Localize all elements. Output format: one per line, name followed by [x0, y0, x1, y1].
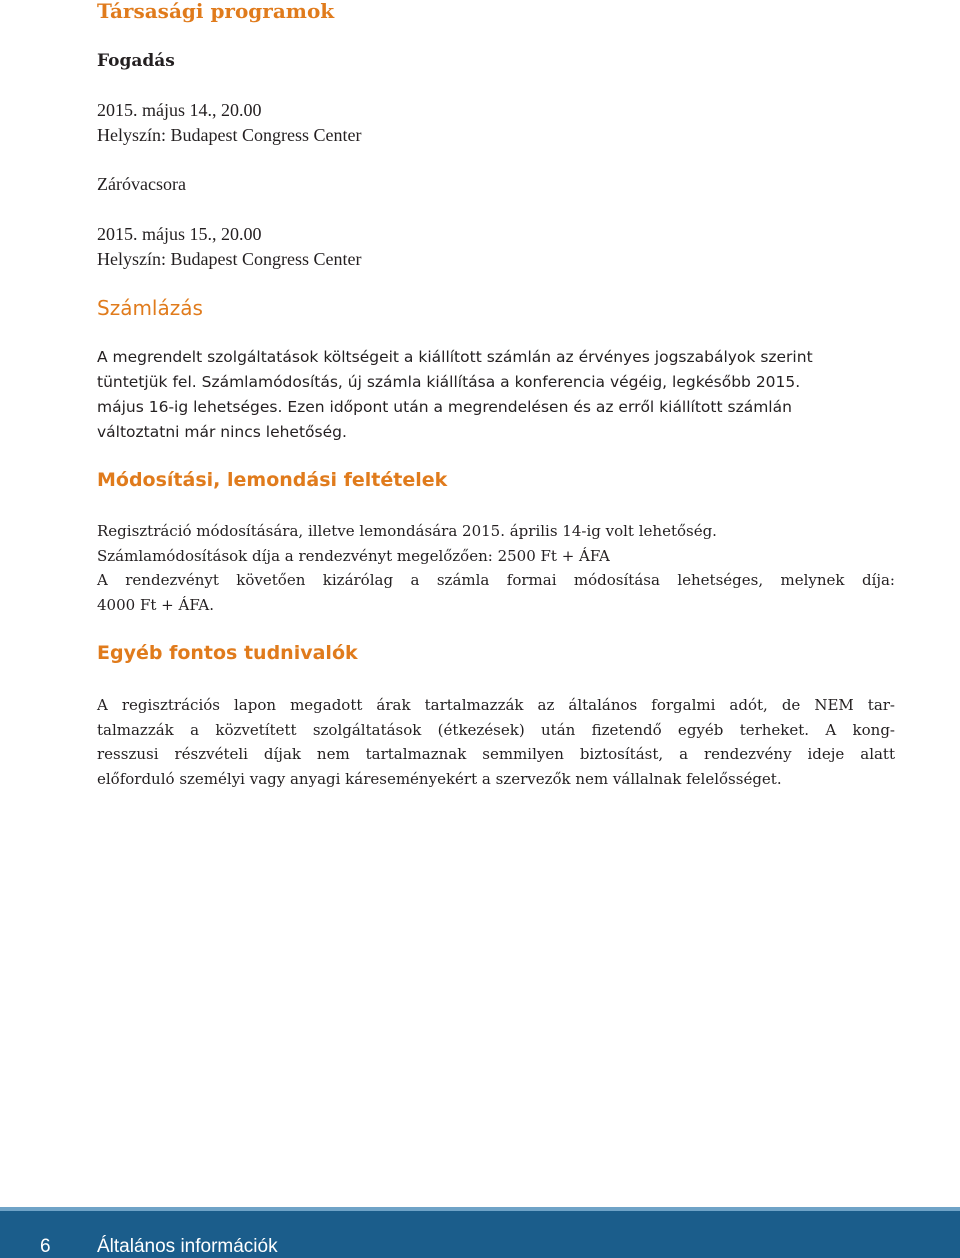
other-info-text — [97, 693, 895, 791]
page-number: 6 — [40, 1236, 51, 1257]
dinner-title: Záróvacsora — [97, 174, 186, 194]
other-info-line-4: előforduló személyi vagy anyagi káreseményekért a szervezők nem vállalnak felelősséget. — [97, 769, 782, 788]
billing-line-1: A megrendelt szolgáltatások költségeit a kiállított számlán az érvényes jogszabályok szerint — [97, 348, 813, 366]
modification-text — [97, 519, 895, 617]
modification-line-2: Számlamódosítások díja a rendezvényt megelőzően: 2500 Ft + ÁFA — [97, 546, 610, 565]
modification-line-3: A rendezvényt követően kizárólag a számla formai módosítása lehetséges, melynek díja: — [97, 571, 895, 589]
modification-heading: Módosítási, lemondási feltételek — [97, 469, 448, 491]
billing-line-3: május 16-ig lehetséges. Ezen időpont után a megrendelésen és az erről kiállított számlán — [97, 398, 792, 416]
dinner-venue: Helyszín: Budapest Congress Center — [97, 249, 362, 269]
billing-line-2: tüntetjük fel. Számlamódosítás, új számla kiállítása a konferencia végéig, legkésőbb 2015. — [97, 373, 801, 391]
reception-title: Fogadás — [97, 51, 175, 71]
reception-date: 2015. május 14., 20.00 — [97, 100, 262, 120]
other-info-line-1: A regisztrációs lapon megadott árak tartalmazzák az általános forgalmi adót, de NEM tar- — [97, 696, 895, 714]
modification-line-1: Regisztráció módosítására, illetve lemondására 2015. április 14-ig volt lehetőség. — [97, 522, 717, 540]
billing-line-4: változtatni már nincs lehetőség. — [97, 423, 347, 441]
footer-section-title: Általános információk — [97, 1236, 278, 1257]
billing-heading: Számlázás — [97, 296, 203, 320]
reception-venue: Helyszín: Budapest Congress Center — [97, 125, 362, 145]
dinner-date: 2015. május 15., 20.00 — [97, 224, 262, 244]
modification-line-4: 4000 Ft + ÁFA. — [97, 595, 215, 614]
other-info-line-3: resszusi részvételi díjak nem tartalmaznak semmilyen biztosítást, a rendezvény ideje alatt — [97, 745, 895, 763]
social-programs-heading: Társasági programok — [97, 0, 335, 23]
other-info-heading: Egyéb fontos tudnivalók — [97, 642, 358, 664]
other-info-line-2: talmazzák a közvetített szolgáltatások (étkezések) után fizetendő egyéb terheket. A kong- — [97, 720, 895, 739]
